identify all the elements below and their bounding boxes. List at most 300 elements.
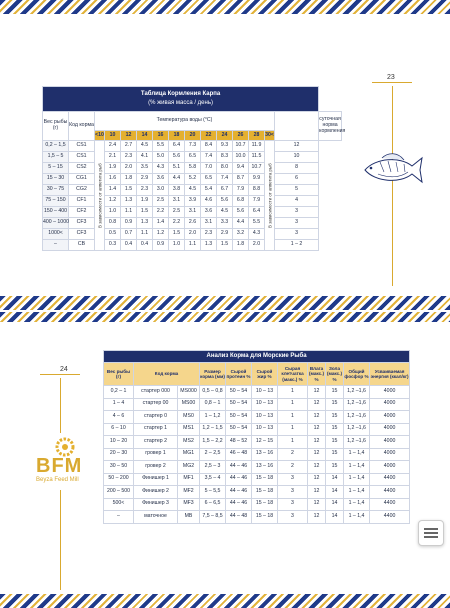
temp-col-10: 28 [249,131,265,141]
marine-cell: 30 – 50 [104,461,134,474]
rate-cell: 0.8 [105,218,121,229]
marine-cell: 15 [326,386,344,399]
marine-cell: 12 [308,398,326,411]
rate-cell: 1.3 [137,218,153,229]
rate-cell: 4.1 [137,152,153,163]
rate-cell: 0.3 [105,240,121,251]
marine-cell: 15 [326,461,344,474]
daily-rate-cell: 6 [275,174,319,185]
marine-header-0: Вес рыбы (г) [104,363,134,386]
daily-rate-cell: 4 [275,196,319,207]
marine-cell: 4000 [370,411,410,424]
daily-rate-cell: 3 [275,207,319,218]
marine-cell: маточное [134,511,178,524]
rate-cell: 0.9 [121,218,137,229]
logo-text: BFM [36,455,83,477]
marine-cell: 500< [104,498,134,511]
carp-table-row [43,185,342,196]
rate-cell: 2.3 [137,185,153,196]
rate-cell: 4.4 [233,218,249,229]
marine-cell: MF1 [178,473,200,486]
col-daily-feeding [275,112,319,141]
feed-code-cell: CS1 [69,141,95,152]
marine-cell: 4400 [370,473,410,486]
marine-cell: 1 – 1,4 [344,498,370,511]
marine-cell: 50 – 54 [226,398,252,411]
marine-table-header-row [104,363,410,386]
daily-rate-cell: 10 [275,152,319,163]
carp-table-subtitle: (% живая масса / день) [148,100,213,106]
marine-cell: 2 [278,461,308,474]
marine-cell: 4400 [370,498,410,511]
marine-cell: стартер 1 [134,423,178,436]
rate-cell: 3.6 [153,174,169,185]
marine-cell: MS00 [178,398,200,411]
carp-table-row [43,174,342,185]
daily-rate-cell: 8 [275,163,319,174]
rate-cell: 3.6 [201,207,217,218]
marine-cell: 1 [278,423,308,436]
appetite-note-left: В зависимости от аппетита рыб [95,141,105,251]
marine-cell: 1 [278,436,308,449]
marine-cell: 14 [326,473,344,486]
fish-weight-cell: 15 – 30 [43,174,69,185]
appetite-note-right: В зависимости от аппетита рыб [265,141,275,251]
marine-cell: 4000 [370,398,410,411]
menu-icon[interactable] [418,520,444,546]
rate-cell: 2.2 [153,207,169,218]
rate-cell: 2.1 [105,152,121,163]
page-rule [372,82,412,83]
marine-cell: 10 – 13 [252,411,278,424]
marine-cell: 7,5 – 8,5 [200,511,226,524]
rate-cell: 6.7 [217,185,233,196]
rate-cell: 3.5 [137,163,153,174]
rate-cell: 5.5 [153,141,169,152]
daily-rate-cell: 1 – 2 [275,240,319,251]
marine-cell: 3 [278,511,308,524]
marine-cell: 12 [308,486,326,499]
marine-cell: 15 – 18 [252,511,278,524]
marine-cell: 0,2 – 1 [104,386,134,399]
marine-cell: 15 [326,423,344,436]
temp-col-7: 22 [201,131,217,141]
marine-cell: 1 – 1,4 [344,473,370,486]
bfm-logo [30,435,100,485]
rate-cell: 1.2 [105,196,121,207]
marine-cell: 15 – 18 [252,486,278,499]
marine-cell: 15 [326,411,344,424]
rate-cell: 9.9 [249,174,265,185]
rate-cell: 1.5 [137,207,153,218]
marine-cell: 4000 [370,423,410,436]
rate-cell: 4.5 [217,207,233,218]
marine-cell: 12 [308,423,326,436]
marine-table-row [104,511,410,524]
col-daily-feeding-label: суточная норма кормления [319,112,342,141]
rate-cell: 7.4 [217,174,233,185]
marine-cell: 13 – 16 [252,448,278,461]
rate-cell: 10.7 [249,163,265,174]
marine-cell: MF2 [178,486,200,499]
marine-cell: 1 [278,398,308,411]
fish-weight-cell: 30 – 75 [43,185,69,196]
marine-cell: 5 – 5,5 [200,486,226,499]
marine-cell: 12 [308,448,326,461]
marine-cell: 4000 [370,461,410,474]
marine-table-row [104,473,410,486]
daily-rate-cell: 3 [275,229,319,240]
marine-cell: 15 – 18 [252,473,278,486]
marine-header-4: Сырой протеин % [226,363,252,386]
feed-code-cell: CF1 [69,196,95,207]
marine-table-row [104,386,410,399]
carp-table-title-text: Таблица Кормления Карпа [140,91,221,97]
marine-cell: Финишер 2 [134,486,178,499]
rate-cell: 10.0 [233,152,249,163]
marine-cell: 12 [308,498,326,511]
rate-cell: 5.6 [217,196,233,207]
rate-cell: 6.4 [169,141,185,152]
marine-cell: 12 [308,473,326,486]
marine-cell: 10 – 13 [252,423,278,436]
marine-cell: 50 – 54 [226,423,252,436]
carp-table-row [43,218,342,229]
rate-cell: 4.3 [153,163,169,174]
marine-cell: 14 [326,498,344,511]
marine-table-title: Анализ Корма для Морские Рыба [104,351,410,363]
marine-table-row [104,498,410,511]
rate-cell: 5.1 [169,163,185,174]
rate-cell: 0.9 [153,240,169,251]
marine-cell: 10 – 20 [104,436,134,449]
marine-cell: MS2 [178,436,200,449]
marine-cell: 14 [326,486,344,499]
rate-cell: 5.6 [169,152,185,163]
bottom-pattern-band [0,594,450,608]
marine-cell: 10 – 13 [252,386,278,399]
rate-cell: 1.0 [169,240,185,251]
middle-pattern-band-bottom [0,312,450,322]
marine-header-9: Общий фосфор % [344,363,370,386]
rate-cell: 0.5 [105,229,121,240]
marine-header-5: Сырой жир % [252,363,278,386]
rate-cell: 3.0 [153,185,169,196]
rate-cell: 2.0 [249,240,265,251]
marine-cell: 15 [326,398,344,411]
page-number-23: 23 [387,74,395,81]
marine-cell: 13 – 16 [252,461,278,474]
marine-cell: 44 – 46 [226,498,252,511]
page-number-24: 24 [60,366,68,373]
marine-header-10: Усваиваемая энергия (ккал/кг) [370,363,410,386]
rate-cell: 1.9 [137,196,153,207]
rate-cell: 2.3 [201,229,217,240]
marine-cell: MG2 [178,461,200,474]
marine-cell: 3 [278,486,308,499]
rate-cell: 3.1 [185,207,201,218]
rate-cell: 4.4 [169,174,185,185]
marine-cell: 4400 [370,486,410,499]
marine-feed-analysis-table [103,350,410,524]
rate-cell: 2.3 [121,152,137,163]
rate-cell: 1.1 [121,207,137,218]
fish-weight-cell: 0,2 – 1,5 [43,141,69,152]
rate-cell: 7.3 [185,141,201,152]
rate-cell: 4.6 [201,196,217,207]
rate-cell: 2.6 [185,218,201,229]
carp-table-row [43,207,342,218]
marine-cell: 1 [278,386,308,399]
daily-rate-cell: 5 [275,185,319,196]
marine-header-8: Зола (макс.) % [326,363,344,386]
rate-cell: 10.7 [233,141,249,152]
rate-cell: 6.5 [201,174,217,185]
rate-cell: 5.0 [153,152,169,163]
feed-code-cell: CF2 [69,207,95,218]
marine-cell: стартер 00 [134,398,178,411]
fish-weight-cell: – [43,240,69,251]
rate-cell: 5.6 [233,207,249,218]
rate-cell: 2.9 [217,229,233,240]
marine-header-7: Влага (макс.) % [308,363,326,386]
marine-cell: 44 – 46 [226,473,252,486]
marine-cell: 0,8 – 1 [200,398,226,411]
marine-table-row [104,398,410,411]
marine-cell: 50 – 54 [226,411,252,424]
rate-cell: 9.4 [233,163,249,174]
rate-cell: 1.1 [137,229,153,240]
marine-cell: 12 [308,461,326,474]
daily-rate-cell: 3 [275,218,319,229]
rate-cell: 11.9 [249,141,265,152]
rate-cell: 7.0 [201,163,217,174]
rate-cell: 0.7 [121,229,137,240]
marine-cell: 4 – 6 [104,411,134,424]
marine-cell: MS1 [178,423,200,436]
marine-cell: 1 – 4 [104,398,134,411]
marine-cell: Финишер 3 [134,498,178,511]
rate-cell: 9.3 [217,141,233,152]
rate-cell: 8.8 [249,185,265,196]
marine-cell: 10 – 13 [252,398,278,411]
marine-cell: 1,5 – 2,2 [200,436,226,449]
rate-cell: 3.8 [169,185,185,196]
marine-cell: 44 – 46 [226,486,252,499]
marine-header-3: Размер корма (мм) [200,363,226,386]
feed-code-cell: CB [69,240,95,251]
marine-cell: 15 [326,448,344,461]
page-vertical-rule-2 [60,378,61,433]
marine-cell: 15 [326,436,344,449]
rate-cell: 1.4 [153,218,169,229]
rate-cell: 2.7 [121,141,137,152]
rate-cell: 6.5 [185,152,201,163]
rate-cell: 4.5 [185,185,201,196]
marine-cell: стартер 2 [134,436,178,449]
marine-cell: 1 – 1,2 [200,411,226,424]
temp-col-5: 18 [169,131,185,141]
fish-weight-cell: 400 – 1000 [43,218,69,229]
temp-col-3: 14 [137,131,153,141]
rate-cell: 1.3 [121,196,137,207]
page-vertical-rule-3 [60,490,61,590]
marine-cell: 2 [278,448,308,461]
marine-cell: 3 [278,498,308,511]
marine-cell: 2 – 2,5 [200,448,226,461]
marine-table-row [104,448,410,461]
temp-col-11: 30< [265,131,275,141]
rate-cell: 0.4 [121,240,137,251]
rate-cell: 1.0 [105,207,121,218]
temp-col-6: 20 [185,131,201,141]
rate-cell: 2.5 [153,196,169,207]
col-fish-weight: Вес рыбы (г) [43,112,69,141]
marine-cell: MF3 [178,498,200,511]
rate-cell: 7.9 [249,196,265,207]
marine-cell: 12 [308,411,326,424]
marine-cell: 12 [308,436,326,449]
carp-table-row [43,163,342,174]
marine-cell: 4000 [370,436,410,449]
marine-table-row [104,486,410,499]
rate-cell: 5.5 [249,218,265,229]
rate-cell: 1.9 [105,163,121,174]
marine-cell: 1,2 –1,6 [344,436,370,449]
rate-cell: 1.8 [121,174,137,185]
marine-cell: 3 [278,473,308,486]
marine-cell: MS0 [178,411,200,424]
marine-cell: 4000 [370,448,410,461]
rate-cell: 3.3 [217,218,233,229]
rate-cell: 2.0 [185,229,201,240]
rate-cell: 4.3 [249,229,265,240]
rate-cell: 1.1 [185,240,201,251]
temp-col-1: 10 [105,131,121,141]
fish-weight-cell: 150 – 400 [43,207,69,218]
rate-cell: 1.5 [169,229,185,240]
rate-cell: 0.4 [137,240,153,251]
daily-rate-cell: 12 [275,141,319,152]
marine-cell: 200 – 500 [104,486,134,499]
marine-cell: 12 – 15 [252,436,278,449]
marine-cell: 48 – 52 [226,436,252,449]
marine-cell: 1 – 1,4 [344,448,370,461]
rate-cell: 6.4 [249,207,265,218]
marine-cell: 4400 [370,511,410,524]
marine-header-6: Сырая клетчатка (макс.) % [278,363,308,386]
marine-cell: 1,2 – 1,5 [200,423,226,436]
rate-cell: 1.3 [201,240,217,251]
marine-cell: 20 – 30 [104,448,134,461]
rate-cell: 2.4 [105,141,121,152]
feed-code-cell: CF3 [69,218,95,229]
rate-cell: 8.4 [201,141,217,152]
rate-cell: 3.2 [233,229,249,240]
col-feed-code: Код корма [69,112,95,141]
marine-table-row [104,436,410,449]
marine-cell: 44 – 46 [226,461,252,474]
rate-cell: 8.0 [217,163,233,174]
carp-table-row [43,152,342,163]
marine-cell: 2,5 – 3 [200,461,226,474]
marine-cell: 50 – 54 [226,386,252,399]
logo-subtext: Beyza Feed Mill [36,477,79,483]
rate-cell: 5.4 [201,185,217,196]
marine-cell: 1 – 1,4 [344,511,370,524]
fish-weight-cell: 1,5 – 5 [43,152,69,163]
temp-col-9: 26 [233,131,249,141]
feed-code-cell: CG2 [69,185,95,196]
fish-weight-cell: 1000< [43,229,69,240]
marine-cell: 1 – 1,4 [344,486,370,499]
marine-table-row [104,423,410,436]
feed-code-cell: CF3 [69,229,95,240]
carp-fish-illustration [360,152,425,188]
rate-cell: 11.5 [249,152,265,163]
marine-cell: гровер 2 [134,461,178,474]
marine-cell: 1,2 –1,6 [344,386,370,399]
marine-cell: 46 – 48 [226,448,252,461]
marine-cell: 6 – 6,5 [200,498,226,511]
rate-cell: 1.5 [121,185,137,196]
middle-pattern-band-top [0,296,450,310]
top-pattern-band [0,0,450,14]
marine-cell: стартер 000 [134,386,178,399]
rate-cell: 1.2 [153,229,169,240]
marine-table-row [104,411,410,424]
carp-table-title [43,87,319,112]
temp-col-2: 12 [121,131,137,141]
marine-cell: 12 [308,386,326,399]
marine-cell: 15 – 18 [252,498,278,511]
rate-cell: 3.9 [185,196,201,207]
marine-cell: 50 – 200 [104,473,134,486]
rate-cell: 8.3 [217,152,233,163]
marine-cell: стартер 0 [134,411,178,424]
marine-cell: MB [178,511,200,524]
carp-feeding-table [42,86,346,251]
feed-code-cell: CS2 [69,163,95,174]
marine-cell: 44 – 48 [226,511,252,524]
rate-cell: 3.1 [169,196,185,207]
rate-cell: 5.8 [185,163,201,174]
marine-cell: 14 [326,511,344,524]
marine-cell: 1,2 –1,6 [344,411,370,424]
marine-cell: MG1 [178,448,200,461]
marine-cell: 12 [308,511,326,524]
rate-cell: 8.7 [233,174,249,185]
page-rule-2 [40,374,80,375]
rate-cell: 1.8 [233,240,249,251]
marine-cell: 1 [278,411,308,424]
carp-table-row [43,240,342,251]
rate-cell: 2.5 [169,207,185,218]
col-water-temperature: Температура воды (°C) [95,112,275,131]
rate-cell: 1.4 [105,185,121,196]
carp-table-row [43,196,342,207]
marine-cell: 6 – 10 [104,423,134,436]
marine-cell: 3,5 – 4 [200,473,226,486]
rate-cell: 3.1 [201,218,217,229]
rate-cell: 7.4 [201,152,217,163]
carp-table-row [43,141,342,152]
marine-cell: MS000 [178,386,200,399]
temp-col-8: 24 [217,131,233,141]
marine-cell: Финишер 1 [134,473,178,486]
rate-cell: 4.5 [137,141,153,152]
rate-cell: 6.8 [233,196,249,207]
